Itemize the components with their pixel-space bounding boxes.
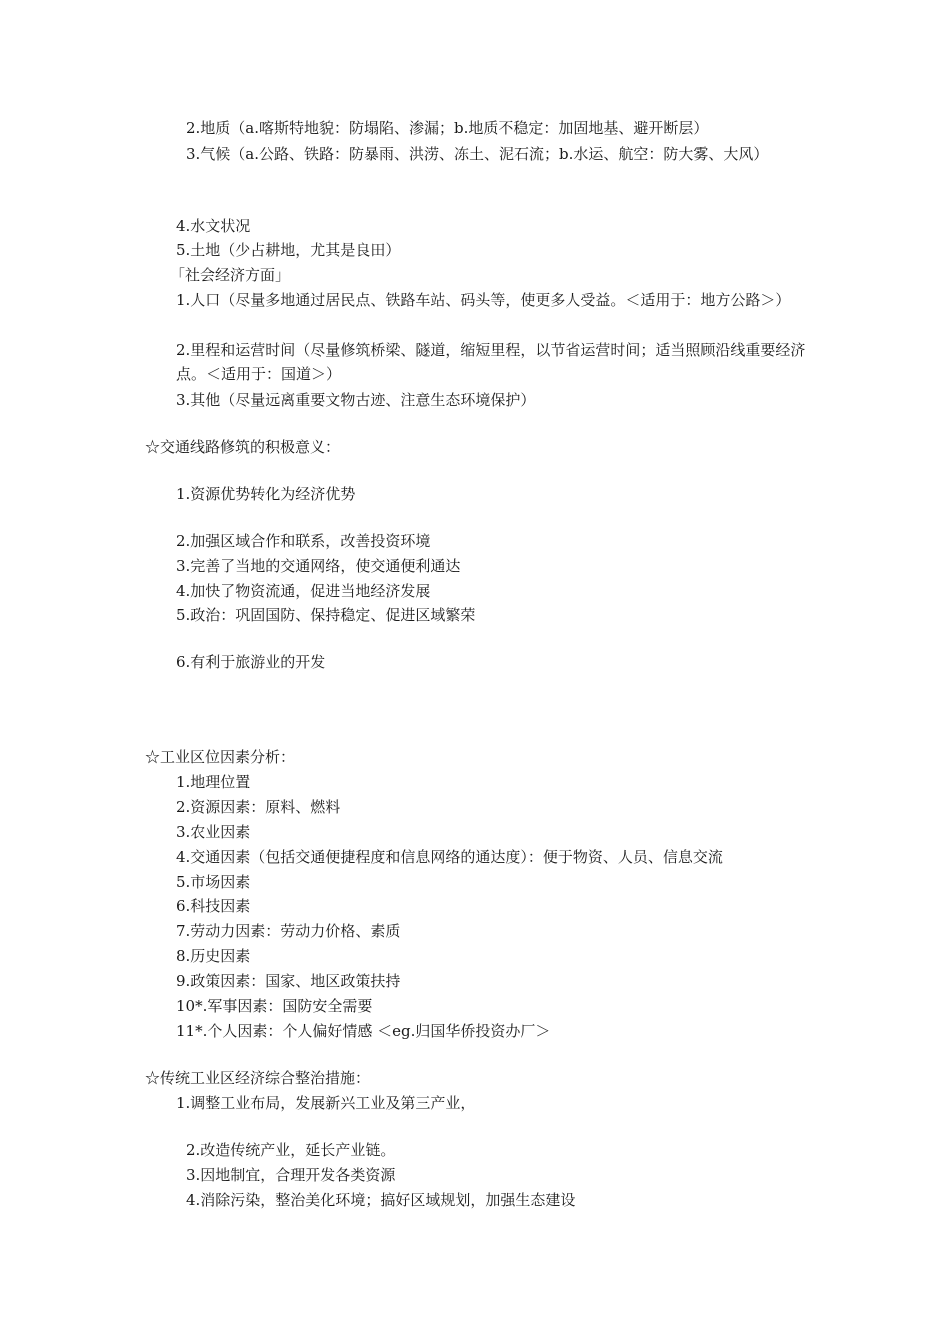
list-item: 1.资源优势转化为经济优势: [176, 485, 356, 503]
list-item: 6.科技因素: [176, 897, 251, 915]
climate-item: 3.气候（a.公路、铁路：防暴雨、洪涝、冻土、泥石流；b.水运、航空：防大雾、大风）: [186, 145, 769, 163]
list-item: 2.资源因素：原料、燃料: [176, 798, 341, 816]
list-item: 6.有利于旅游业的开发: [176, 653, 326, 671]
list-item: 3.完善了当地的交通网络，使交通便利通达: [176, 557, 461, 575]
geology-item: 2.地质（a.喀斯特地貌：防塌陷、渗漏；b.地质不稳定：加固地基、避开断层）: [186, 119, 709, 137]
mileage-item: 2.里程和运营时间（尽量修筑桥梁、隧道，缩短里程，以节省运营时间；适当照顾沿线重要经济点。＜适用于：国道＞）: [176, 341, 806, 383]
population-item: 1.人口（尽量多地通过居民点、铁路车站、码头等，使更多人受益。＜适用于：地方公路＞）: [176, 291, 791, 309]
list-item: 2.改造传统产业，延长产业链。: [186, 1141, 396, 1159]
list-item: 10*.军事因素：国防安全需要: [176, 997, 373, 1015]
list-item: 4.交通因素（包括交通便捷程度和信息网络的通达度）：便于物资、人员、信息交流: [176, 848, 723, 866]
land-item: 5.土地（少占耕地，尤其是良田）: [176, 241, 401, 259]
list-item: 5.市场因素: [176, 873, 251, 891]
list-item: 1.地理位置: [176, 773, 251, 791]
list-item: 1.调整工业布局，发展新兴工业及第三产业，: [176, 1094, 476, 1112]
list-item: 3.农业因素: [176, 823, 251, 841]
traditional-industry-heading: ☆传统工业区经济综合整治措施：: [145, 1069, 371, 1087]
list-item: 2.加强区域合作和联系，改善投资环境: [176, 532, 431, 550]
socio-economic-heading: 「社会经济方面」: [170, 266, 291, 284]
hydrology-item: 4.水文状况: [176, 217, 251, 235]
list-item: 11*.个人因素：个人偏好情感 ＜eg.归国华侨投资办厂＞: [176, 1022, 551, 1040]
list-item: 3.因地制宜，合理开发各类资源: [186, 1166, 396, 1184]
list-item: 4.消除污染，整治美化环境；搞好区域规划，加强生态建设: [186, 1191, 576, 1209]
industrial-location-heading: ☆工业区位因素分析：: [145, 748, 296, 766]
list-item: 5.政治：巩固国防、保持稳定、促进区域繁荣: [176, 606, 476, 624]
list-item: 8.历史因素: [176, 947, 251, 965]
transport-significance-heading: ☆交通线路修筑的积极意义：: [145, 438, 341, 456]
other-item: 3.其他（尽量远离重要文物古迹、注意生态环境保护）: [176, 391, 536, 409]
list-item: 7.劳动力因素：劳动力价格、素质: [176, 922, 401, 940]
list-item: 4.加快了物资流通，促进当地经济发展: [176, 582, 431, 600]
list-item: 9.政策因素：国家、地区政策扶持: [176, 972, 401, 990]
